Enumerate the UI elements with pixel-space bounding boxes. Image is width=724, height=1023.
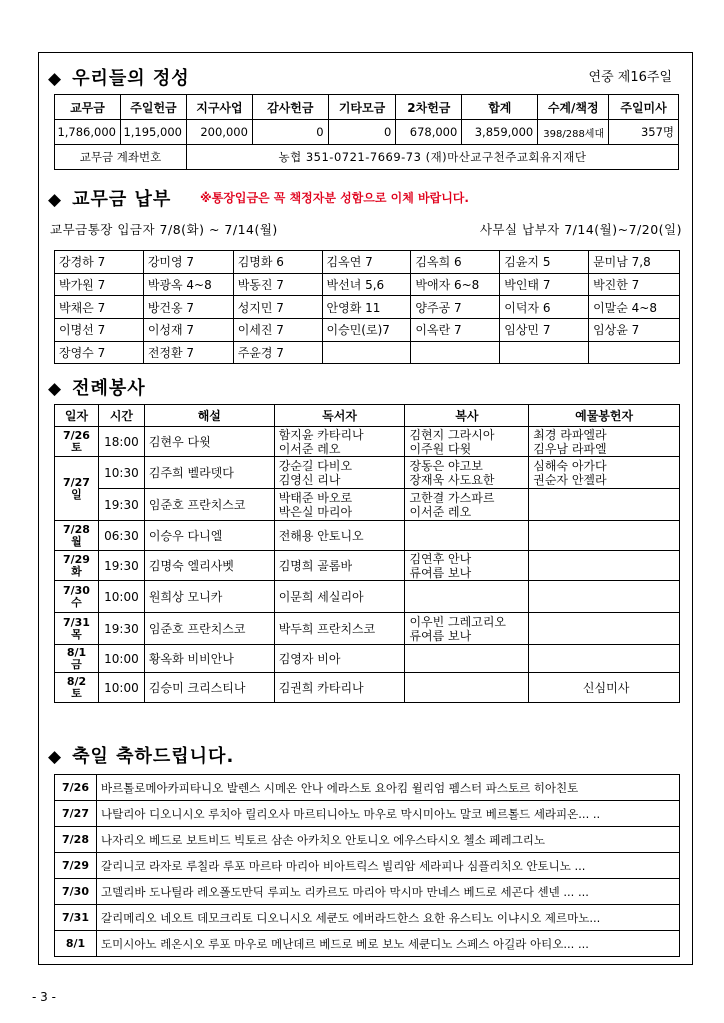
mass-readers: 김영자 비아	[274, 645, 405, 673]
finance-value: 678,000	[396, 120, 462, 145]
mass-servers: 고한결 가스파르 이서준 레오	[405, 489, 529, 521]
mass-time: 10:00	[98, 645, 144, 673]
mass-servers	[405, 581, 529, 613]
payer-cell: 박애자 6~8	[411, 273, 500, 296]
finance-title-text: 우리들의 정성	[72, 68, 190, 89]
mass-date: 8/1 금	[55, 645, 99, 673]
mass-row	[55, 489, 680, 521]
payer-cell: 박동진 7	[233, 273, 322, 296]
payer-cell: 장영수 7	[55, 341, 144, 364]
payer-cell: 방건옹 7	[143, 296, 233, 319]
payer-cell	[589, 341, 680, 364]
feast-names: 바르톨로메아카피타니오 발렌스 시메온 안나 에라스토 요아킴 윌리엄 펨스터 파스토르 히아친토	[97, 775, 680, 801]
finance-header: 교무금	[55, 95, 121, 120]
payer-row	[55, 341, 680, 364]
finance-title	[48, 64, 190, 90]
mass-readers: 이문희 세실리아	[274, 581, 405, 613]
feast-row	[55, 827, 680, 853]
mass-offerers	[529, 551, 680, 581]
mass-header: 일자	[55, 405, 99, 427]
page-number: - 3 -	[32, 990, 56, 1004]
feast-date: 7/26	[55, 775, 97, 801]
mass-title-text: 전례봉사	[72, 378, 146, 399]
finance-value: 0	[252, 120, 328, 145]
payer-cell: 이성재 7	[143, 319, 233, 342]
payer-cell: 이말순 4~8	[589, 296, 680, 319]
payer-cell: 문미남 7,8	[589, 251, 680, 274]
feast-row	[55, 801, 680, 827]
mass-servers	[405, 673, 529, 703]
payer-cell: 안영화 11	[322, 296, 411, 319]
mass-time: 18:00	[98, 427, 144, 457]
mass-readers: 김권희 카타리나	[274, 673, 405, 703]
mass-commentator: 이승우 다니엘	[144, 521, 274, 551]
mass-time: 19:30	[98, 551, 144, 581]
finance-header: 주일헌금	[120, 95, 186, 120]
finance-table	[54, 94, 679, 170]
bank-period: 교무금통장 입금자 7/8(화) ~ 7/14(월)	[50, 222, 278, 237]
mass-commentator: 김명숙 엘리사벳	[144, 551, 274, 581]
dues-title-text: 교무금 납부	[72, 189, 172, 210]
account-value: 농협 351-0721-7669-73 (재)마산교구천주교회유지재단	[186, 145, 678, 170]
payer-cell	[500, 341, 589, 364]
mass-commentator: 황옥화 비비안나	[144, 645, 274, 673]
finance-value-row	[55, 120, 679, 145]
diamond-icon: ◆	[48, 747, 63, 767]
diamond-icon: ◆	[48, 379, 63, 399]
mass-header: 독서자	[274, 405, 405, 427]
mass-offerers	[529, 581, 680, 613]
payer-row	[55, 251, 680, 274]
mass-row	[55, 427, 680, 457]
feast-names: 갈리니코 라자로 루칠라 루포 마르타 마리아 비아트릭스 빌리암 세라피나 심플리치오 안토니노 ...	[97, 853, 680, 879]
feast-names: 나탈리아 디오니시오 루치아 릴리오사 마르티니아노 마우로 막시미아노 말코 베르톨드 세라피온... ..	[97, 801, 680, 827]
payer-cell: 박선녀 5,6	[322, 273, 411, 296]
payer-cell: 김옥연 7	[322, 251, 411, 274]
feast-date: 7/31	[55, 905, 97, 931]
feast-row	[55, 905, 680, 931]
payer-cell: 양주공 7	[411, 296, 500, 319]
feast-row	[55, 775, 680, 801]
mass-readers: 박두희 프란치스코	[274, 613, 405, 645]
feast-names: 갈리메리오 네오트 데모크리토 디오니시오 세쿤도 에버라드한스 요한 유스티노 이냐시오 제르마노...	[97, 905, 680, 931]
mass-time: 10:30	[98, 457, 144, 489]
mass-time: 19:30	[98, 489, 144, 521]
payer-cell: 이명선 7	[55, 319, 144, 342]
mass-readers: 박태준 바오로 박은실 마리아	[274, 489, 405, 521]
feast-row	[55, 879, 680, 905]
mass-row	[55, 551, 680, 581]
mass-commentator: 임준호 프란치스코	[144, 613, 274, 645]
finance-value: 200,000	[186, 120, 252, 145]
account-row	[55, 145, 679, 170]
payer-cell	[322, 341, 411, 364]
mass-header: 해설	[144, 405, 274, 427]
finance-value: 0	[328, 120, 396, 145]
feast-date: 7/30	[55, 879, 97, 905]
feast-names: 나자리오 베드로 보트비드 빅토르 삼손 아카치오 안토니오 에우스타시오 첼소 페레그리노	[97, 827, 680, 853]
week-label: 연중 제16주일	[588, 70, 672, 85]
mass-date: 7/27 일	[55, 457, 99, 521]
mass-servers: 이우빈 그레고리오 류여름 보나	[405, 613, 529, 645]
payer-cell: 박광옥 4~8	[143, 273, 233, 296]
payers-table	[54, 250, 680, 364]
mass-row	[55, 581, 680, 613]
mass-readers: 강순길 다비오 김영신 리나	[274, 457, 405, 489]
mass-readers: 전해용 안토니오	[274, 521, 405, 551]
account-label: 교무금 계좌번호	[55, 145, 187, 170]
mass-header: 시간	[98, 405, 144, 427]
dues-title	[48, 185, 171, 211]
payer-cell: 김옥희 6	[411, 251, 500, 274]
mass-row	[55, 645, 680, 673]
mass-row	[55, 673, 680, 703]
mass-offerers: 신심미사	[529, 673, 680, 703]
feast-names: 도미시아노 레온시오 루포 마우로 메난데르 베드로 베로 보노 세쿤디노 스페스 아길라 아티오... ...	[97, 931, 680, 957]
mass-time: 06:30	[98, 521, 144, 551]
diamond-icon: ◆	[48, 69, 63, 89]
payer-cell	[411, 341, 500, 364]
dues-note: ※통장입금은 꼭 책정자분 성함으로 이체 바랍니다.	[200, 191, 469, 205]
mass-date: 7/29 화	[55, 551, 99, 581]
feast-names: 고델리바 도나틸라 레오폴도만딕 루피노 리카르도 마리아 막시마 만네스 베드로 세곤다 센넨 ... ...	[97, 879, 680, 905]
payer-cell: 임상민 7	[500, 319, 589, 342]
mass-row	[55, 613, 680, 645]
feast-row	[55, 853, 680, 879]
payer-cell: 강경하 7	[55, 251, 144, 274]
mass-title	[48, 374, 146, 400]
mass-readers: 함지윤 카타리나 이서준 레오	[274, 427, 405, 457]
finance-header: 기타모금	[328, 95, 396, 120]
office-period: 사무실 납부자 7/14(월)~7/20(일)	[479, 222, 682, 237]
finance-header: 수계/책정	[538, 95, 609, 120]
mass-servers	[405, 521, 529, 551]
payer-cell: 박진한 7	[589, 273, 680, 296]
feast-date: 7/28	[55, 827, 97, 853]
payer-cell: 김명화 6	[233, 251, 322, 274]
finance-value: 1,195,000	[120, 120, 186, 145]
mass-date: 7/30 수	[55, 581, 99, 613]
finance-value: 3,859,000	[462, 120, 538, 145]
mass-commentator: 김주희 벨라뎃다	[144, 457, 274, 489]
payer-cell: 전정환 7	[143, 341, 233, 364]
payer-cell: 김윤지 5	[500, 251, 589, 274]
finance-header-row	[55, 95, 679, 120]
payer-cell: 임상윤 7	[589, 319, 680, 342]
finance-header: 지구사업	[186, 95, 252, 120]
mass-offerers: 최경 라파엘라 김우남 라파엘	[529, 427, 680, 457]
feast-date: 7/29	[55, 853, 97, 879]
mass-offerers	[529, 613, 680, 645]
finance-header: 2차헌금	[396, 95, 462, 120]
finance-value: 1,786,000	[55, 120, 121, 145]
payer-row	[55, 273, 680, 296]
payer-cell: 이세진 7	[233, 319, 322, 342]
finance-header: 주일미사	[609, 95, 679, 120]
mass-row	[55, 521, 680, 551]
payer-cell: 박인태 7	[500, 273, 589, 296]
payer-cell: 성지민 7	[233, 296, 322, 319]
mass-servers: 장동은 야고보 장재욱 사도요한	[405, 457, 529, 489]
payer-row	[55, 296, 680, 319]
payer-cell: 박채은 7	[55, 296, 144, 319]
feast-title-text: 축일 축하드립니다.	[72, 746, 235, 767]
mass-offerers	[529, 521, 680, 551]
feast-date: 8/1	[55, 931, 97, 957]
payer-cell: 이승민(로)7	[322, 319, 411, 342]
mass-readers: 김명희 골롬바	[274, 551, 405, 581]
mass-header-row	[55, 405, 680, 427]
feast-title	[48, 742, 234, 768]
mass-date: 7/31 목	[55, 613, 99, 645]
mass-servers: 김연후 안나 류여름 보나	[405, 551, 529, 581]
diamond-icon: ◆	[48, 190, 63, 210]
finance-value: 357명	[609, 120, 679, 145]
feast-date: 7/27	[55, 801, 97, 827]
payer-cell: 주윤경 7	[233, 341, 322, 364]
mass-servers	[405, 645, 529, 673]
payer-cell: 이옥란 7	[411, 319, 500, 342]
mass-table	[54, 404, 680, 703]
mass-commentator: 김현우 다윗	[144, 427, 274, 457]
mass-offerers	[529, 645, 680, 673]
mass-row	[55, 457, 680, 489]
finance-header: 감사헌금	[252, 95, 328, 120]
payer-cell: 박가원 7	[55, 273, 144, 296]
mass-time: 19:30	[98, 613, 144, 645]
mass-header: 예물봉헌자	[529, 405, 680, 427]
mass-time: 10:00	[98, 581, 144, 613]
mass-commentator: 임준호 프란치스코	[144, 489, 274, 521]
payer-cell: 이덕자 6	[500, 296, 589, 319]
finance-value: 398/288세대	[538, 120, 609, 145]
mass-commentator: 원희상 모니카	[144, 581, 274, 613]
payer-row	[55, 319, 680, 342]
mass-date: 7/28 월	[55, 521, 99, 551]
payer-cell: 강미영 7	[143, 251, 233, 274]
mass-servers: 김현지 그라시아 이주원 다윗	[405, 427, 529, 457]
feast-row	[55, 931, 680, 957]
mass-offerers: 심해숙 아가다 권순자 안젤라	[529, 457, 680, 489]
finance-header: 합계	[462, 95, 538, 120]
mass-header: 복사	[405, 405, 529, 427]
mass-time: 10:00	[98, 673, 144, 703]
mass-offerers	[529, 489, 680, 521]
mass-commentator: 김승미 크리스티나	[144, 673, 274, 703]
feast-table	[54, 774, 680, 957]
mass-date: 8/2 토	[55, 673, 99, 703]
mass-date: 7/26 토	[55, 427, 99, 457]
